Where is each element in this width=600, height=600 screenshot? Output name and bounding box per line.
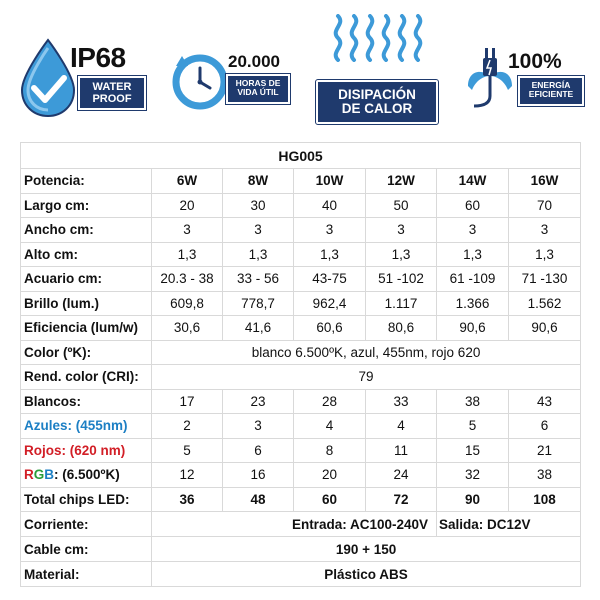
energy-line1: ENERGÍA [531,80,571,90]
heat-dissipation-badge [314,14,442,118]
lifetime-hours: 20.000 [228,52,280,71]
table-cell: 21 [509,438,581,463]
table-cell: 70 [509,193,581,218]
lifetime-badge [168,48,296,120]
table-cell: 11 [366,438,437,463]
table-cell: 32 [437,463,509,488]
waterproof-line2: PROOF [92,92,132,105]
row-label: Alto cm: [21,242,152,267]
table-cell: 1,3 [223,242,294,267]
table-row [21,242,581,267]
table-cell: 20 [152,193,223,218]
table-cell: 3 [437,218,509,243]
table-cell: 33 [366,389,437,414]
table-cell: 3 [223,414,294,439]
row-label: Ancho cm: [21,218,152,243]
table-cell: 1,3 [437,242,509,267]
table-cell: 17 [152,389,223,414]
table-cell: 1,3 [152,242,223,267]
material-value: Plástico ABS [152,562,581,587]
rgb-label-b: B [44,467,55,483]
table-cell: 30,6 [152,316,223,341]
table-cell: 23 [223,389,294,414]
table-cell: 38 [437,389,509,414]
row-label: Brillo (lum.) [21,291,152,316]
row-label: Cable cm: [21,537,152,562]
total-cell: 60 [294,487,366,512]
table-cell: 41,6 [223,316,294,341]
table-cell: 40 [294,193,366,218]
table-cell: 28 [294,389,366,414]
table-row [21,389,581,414]
table-row [21,218,581,243]
heat-line2: DE CALOR [341,101,413,117]
current-output: Salida: DC12V [437,512,581,537]
table-cell: 61 -109 [437,267,509,292]
table-cell: 1,3 [509,242,581,267]
table-cell: 1.562 [509,291,581,316]
table-row [21,267,581,292]
ip-rating: IP68 [70,42,126,73]
table-row [21,193,581,218]
row-label: Material: [21,562,152,587]
row-label [21,463,152,488]
material-row [21,562,581,587]
power-cell: 6W [152,169,223,194]
table-cell: 30 [223,193,294,218]
table-cell: 3 [152,218,223,243]
table-title-row [21,143,581,169]
feature-badges [0,0,600,128]
table-cell: 12 [152,463,223,488]
spec-table [20,142,581,587]
table-cell: 90,6 [437,316,509,341]
rgb-label-g: G [33,467,45,483]
table-cell: 962,4 [294,291,366,316]
model-title: HG005 [21,143,581,169]
clock-icon [168,48,232,112]
table-cell: 6 [509,414,581,439]
table-cell: 1.117 [366,291,437,316]
lifetime-line1: HORAS DE [235,78,281,88]
color-value: blanco 6.500ºK, azul, 455nm, rojo 620 [152,340,581,365]
table-cell: 20.3 - 38 [152,267,223,292]
row-label: Azules: (455nm) [21,414,152,439]
table-cell: 38 [509,463,581,488]
energy-label [518,76,584,106]
table-cell: 60 [437,193,509,218]
table-cell: 71 -130 [509,267,581,292]
row-label: Rojos: (620 nm) [21,438,152,463]
waterproof-label [78,76,146,110]
table-row [21,463,581,488]
table-cell: 51 -102 [366,267,437,292]
table-cell: 16 [223,463,294,488]
table-cell: 4 [294,414,366,439]
row-label: Potencia: [21,169,152,194]
cable-row [21,537,581,562]
total-cell: 48 [223,487,294,512]
current-row [21,512,581,537]
table-cell: 90,6 [509,316,581,341]
table-cell: 3 [366,218,437,243]
total-cell: 90 [437,487,509,512]
energy-line2: EFICIENTE [528,88,574,99]
table-cell: 1,3 [366,242,437,267]
power-cell: 10W [294,169,366,194]
row-label: Blancos: [21,389,152,414]
table-cell: 2 [152,414,223,439]
table-cell: 4 [366,414,437,439]
total-cell: 72 [366,487,437,512]
total-cell: 108 [509,487,581,512]
table-cell: 609,8 [152,291,223,316]
table-cell: 20 [294,463,366,488]
table-cell: 3 [294,218,366,243]
energy-efficiency-badge [462,46,590,116]
table-cell: 1,3 [294,242,366,267]
waterproof-line1: WATER [92,81,132,93]
row-label: Color (ºK): [21,340,152,365]
table-cell: 50 [366,193,437,218]
power-row [21,169,581,194]
table-cell: 5 [437,414,509,439]
table-row [21,438,581,463]
table-cell: 5 [152,438,223,463]
table-cell: 80,6 [366,316,437,341]
table-row [21,414,581,439]
table-cell: 3 [223,218,294,243]
cri-row [21,365,581,390]
table-row [21,316,581,341]
cri-value: 79 [152,365,581,390]
table-cell: 60,6 [294,316,366,341]
heat-dissipation-label [316,80,438,124]
lifetime-label [226,74,290,104]
cable-value: 190 + 150 [152,537,581,562]
row-label: Total chips LED: [21,487,152,512]
energy-percent: 100% [508,50,562,73]
current-input: Entrada: AC100-240V [152,512,437,537]
heat-waves-icon [324,14,432,62]
rgb-label-rest: : (6.500ºK) [54,467,120,483]
power-cell: 14W [437,169,509,194]
color-row [21,340,581,365]
table-cell: 778,7 [223,291,294,316]
total-chips-row [21,487,581,512]
row-label: Rend. color (CRI): [21,365,152,390]
table-cell: 15 [437,438,509,463]
power-cell: 16W [509,169,581,194]
heat-line1: DISIPACIÓN [338,87,416,102]
rgb-label-r: R [24,467,34,483]
table-cell: 6 [223,438,294,463]
row-label: Largo cm: [21,193,152,218]
table-cell: 43 [509,389,581,414]
table-cell: 43-75 [294,267,366,292]
table-cell: 3 [509,218,581,243]
power-cell: 12W [366,169,437,194]
power-cell: 8W [223,169,294,194]
row-label: Corriente: [21,512,152,537]
table-cell: 24 [366,463,437,488]
table-cell: 1.366 [437,291,509,316]
table-cell: 33 - 56 [223,267,294,292]
waterproof-badge [18,38,148,118]
total-cell: 36 [152,487,223,512]
row-label: Acuario cm: [21,267,152,292]
row-label: Eficiencia (lum/w) [21,316,152,341]
table-row [21,291,581,316]
table-cell: 8 [294,438,366,463]
lifetime-line2: VIDA ÚTIL [237,86,279,97]
